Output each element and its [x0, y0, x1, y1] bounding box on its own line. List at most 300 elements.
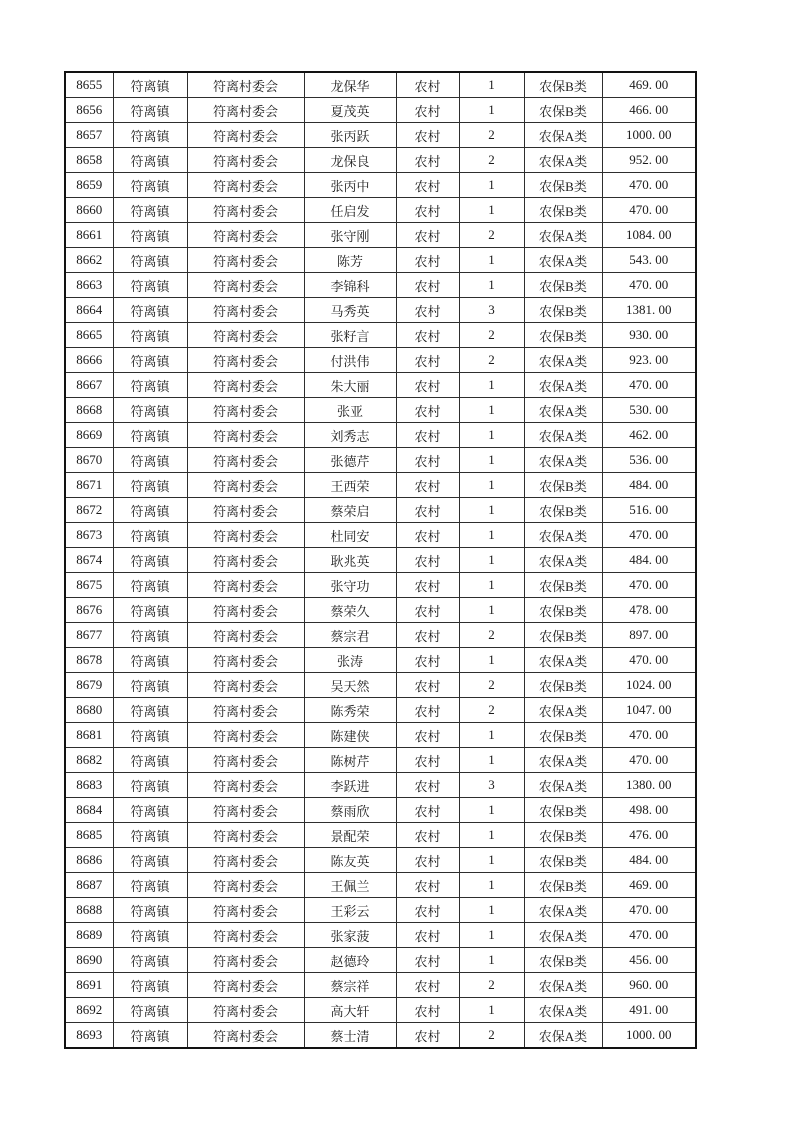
cell-person-name: 蔡荣久: [304, 598, 396, 623]
cell-row-id: 8691: [65, 973, 113, 998]
cell-village: 符离村委会: [187, 398, 304, 423]
table-row: [65, 973, 696, 998]
cell-row-id: 8664: [65, 298, 113, 323]
cell-town: 符离镇: [113, 598, 187, 623]
cell-insurance-category: 农保A类: [524, 648, 602, 673]
cell-amount: 930. 00: [602, 323, 696, 348]
cell-person-name: 任启发: [304, 198, 396, 223]
cell-person-name: 张亚: [304, 398, 396, 423]
cell-person-count: 1: [459, 448, 524, 473]
cell-row-id: 8655: [65, 72, 113, 98]
cell-insurance-category: 农保B类: [524, 798, 602, 823]
cell-amount: 470. 00: [602, 748, 696, 773]
table-row: [65, 448, 696, 473]
cell-person-name: 蔡宗祥: [304, 973, 396, 998]
cell-insurance-category: 农保A类: [524, 448, 602, 473]
cell-residence-type: 农村: [396, 523, 459, 548]
cell-person-name: 蔡士清: [304, 1023, 396, 1049]
cell-residence-type: 农村: [396, 648, 459, 673]
cell-row-id: 8659: [65, 173, 113, 198]
cell-town: 符离镇: [113, 823, 187, 848]
cell-insurance-category: 农保B类: [524, 623, 602, 648]
cell-amount: 1084. 00: [602, 223, 696, 248]
cell-village: 符离村委会: [187, 1023, 304, 1049]
cell-row-id: 8672: [65, 498, 113, 523]
cell-village: 符离村委会: [187, 223, 304, 248]
cell-person-name: 张丙跃: [304, 123, 396, 148]
cell-insurance-category: 农保B类: [524, 598, 602, 623]
cell-town: 符离镇: [113, 148, 187, 173]
cell-person-name: 吴天然: [304, 673, 396, 698]
cell-town: 符离镇: [113, 773, 187, 798]
cell-village: 符离村委会: [187, 798, 304, 823]
cell-residence-type: 农村: [396, 573, 459, 598]
cell-insurance-category: 农保B类: [524, 323, 602, 348]
cell-village: 符离村委会: [187, 248, 304, 273]
table-row: [65, 823, 696, 848]
cell-person-count: 1: [459, 848, 524, 873]
benefits-table: [64, 71, 697, 1049]
cell-person-count: 1: [459, 598, 524, 623]
cell-village: 符离村委会: [187, 123, 304, 148]
cell-person-count: 2: [459, 1023, 524, 1049]
cell-person-count: 1: [459, 423, 524, 448]
cell-insurance-category: 农保B类: [524, 498, 602, 523]
cell-amount: 470. 00: [602, 648, 696, 673]
cell-row-id: 8662: [65, 248, 113, 273]
cell-person-name: 王佩兰: [304, 873, 396, 898]
table-row: [65, 148, 696, 173]
cell-person-count: 2: [459, 673, 524, 698]
table-row: [65, 748, 696, 773]
cell-residence-type: 农村: [396, 273, 459, 298]
cell-insurance-category: 农保B类: [524, 848, 602, 873]
cell-village: 符离村委会: [187, 98, 304, 123]
cell-amount: 470. 00: [602, 523, 696, 548]
cell-residence-type: 农村: [396, 623, 459, 648]
cell-person-name: 张德芹: [304, 448, 396, 473]
table-row: [65, 173, 696, 198]
cell-amount: 960. 00: [602, 973, 696, 998]
cell-insurance-category: 农保A类: [524, 773, 602, 798]
table-row: [65, 623, 696, 648]
table-row: [65, 473, 696, 498]
cell-village: 符离村委会: [187, 198, 304, 223]
table-row: [65, 723, 696, 748]
cell-town: 符离镇: [113, 323, 187, 348]
cell-residence-type: 农村: [396, 548, 459, 573]
cell-row-id: 8674: [65, 548, 113, 573]
cell-amount: 470. 00: [602, 898, 696, 923]
cell-amount: 1381. 00: [602, 298, 696, 323]
cell-insurance-category: 农保A类: [524, 523, 602, 548]
cell-person-name: 景配荣: [304, 823, 396, 848]
table-row: [65, 523, 696, 548]
cell-residence-type: 农村: [396, 173, 459, 198]
cell-amount: 1000. 00: [602, 123, 696, 148]
cell-person-count: 1: [459, 548, 524, 573]
table-row: [65, 773, 696, 798]
cell-insurance-category: 农保A类: [524, 348, 602, 373]
cell-residence-type: 农村: [396, 123, 459, 148]
cell-person-count: 3: [459, 298, 524, 323]
cell-amount: 470. 00: [602, 373, 696, 398]
cell-residence-type: 农村: [396, 873, 459, 898]
cell-row-id: 8679: [65, 673, 113, 698]
table-row: [65, 898, 696, 923]
cell-amount: 1000. 00: [602, 1023, 696, 1049]
cell-amount: 469. 00: [602, 873, 696, 898]
cell-amount: 470. 00: [602, 198, 696, 223]
cell-amount: 498. 00: [602, 798, 696, 823]
cell-town: 符离镇: [113, 998, 187, 1023]
cell-insurance-category: 农保B类: [524, 273, 602, 298]
table-row: [65, 923, 696, 948]
cell-village: 符离村委会: [187, 923, 304, 948]
table-row: [65, 348, 696, 373]
cell-row-id: 8680: [65, 698, 113, 723]
cell-person-name: 张涛: [304, 648, 396, 673]
cell-residence-type: 农村: [396, 248, 459, 273]
table-row: [65, 248, 696, 273]
cell-town: 符离镇: [113, 498, 187, 523]
cell-person-name: 龙保良: [304, 148, 396, 173]
cell-amount: 469. 00: [602, 72, 696, 98]
cell-person-count: 1: [459, 498, 524, 523]
table-row: [65, 373, 696, 398]
cell-row-id: 8660: [65, 198, 113, 223]
cell-town: 符离镇: [113, 923, 187, 948]
cell-town: 符离镇: [113, 198, 187, 223]
table-row: [65, 1023, 696, 1049]
cell-village: 符离村委会: [187, 773, 304, 798]
cell-insurance-category: 农保B类: [524, 873, 602, 898]
cell-residence-type: 农村: [396, 398, 459, 423]
cell-row-id: 8669: [65, 423, 113, 448]
table-row: [65, 573, 696, 598]
cell-residence-type: 农村: [396, 348, 459, 373]
cell-amount: 952. 00: [602, 148, 696, 173]
table-row: [65, 648, 696, 673]
cell-residence-type: 农村: [396, 798, 459, 823]
cell-village: 符离村委会: [187, 148, 304, 173]
cell-town: 符离镇: [113, 573, 187, 598]
cell-insurance-category: 农保B类: [524, 948, 602, 973]
cell-amount: 462. 00: [602, 423, 696, 448]
cell-amount: 1024. 00: [602, 673, 696, 698]
cell-town: 符离镇: [113, 523, 187, 548]
table-row: [65, 423, 696, 448]
cell-residence-type: 农村: [396, 323, 459, 348]
cell-person-name: 张家菠: [304, 923, 396, 948]
cell-person-name: 夏茂英: [304, 98, 396, 123]
cell-village: 符离村委会: [187, 423, 304, 448]
cell-village: 符离村委会: [187, 523, 304, 548]
cell-person-name: 陈友英: [304, 848, 396, 873]
table-row: [65, 673, 696, 698]
cell-person-count: 1: [459, 948, 524, 973]
cell-village: 符离村委会: [187, 623, 304, 648]
cell-row-id: 8663: [65, 273, 113, 298]
cell-town: 符离镇: [113, 748, 187, 773]
cell-insurance-category: 农保A类: [524, 373, 602, 398]
cell-row-id: 8676: [65, 598, 113, 623]
cell-person-count: 1: [459, 473, 524, 498]
cell-person-name: 张丙中: [304, 173, 396, 198]
table-row: [65, 548, 696, 573]
cell-residence-type: 农村: [396, 148, 459, 173]
cell-village: 符离村委会: [187, 473, 304, 498]
table-row: [65, 223, 696, 248]
cell-row-id: 8673: [65, 523, 113, 548]
cell-amount: 516. 00: [602, 498, 696, 523]
cell-town: 符离镇: [113, 648, 187, 673]
cell-person-name: 陈秀荣: [304, 698, 396, 723]
table-row: [65, 698, 696, 723]
cell-person-name: 蔡宗君: [304, 623, 396, 648]
cell-person-count: 1: [459, 923, 524, 948]
cell-village: 符离村委会: [187, 848, 304, 873]
cell-town: 符离镇: [113, 673, 187, 698]
cell-amount: 470. 00: [602, 273, 696, 298]
cell-village: 符离村委会: [187, 973, 304, 998]
cell-person-count: 2: [459, 223, 524, 248]
cell-row-id: 8670: [65, 448, 113, 473]
cell-person-name: 付洪伟: [304, 348, 396, 373]
cell-person-name: 李跃进: [304, 773, 396, 798]
cell-residence-type: 农村: [396, 748, 459, 773]
cell-town: 符离镇: [113, 898, 187, 923]
cell-row-id: 8661: [65, 223, 113, 248]
cell-residence-type: 农村: [396, 423, 459, 448]
cell-village: 符离村委会: [187, 948, 304, 973]
cell-row-id: 8656: [65, 98, 113, 123]
cell-town: 符离镇: [113, 173, 187, 198]
cell-person-name: 高大轩: [304, 998, 396, 1023]
cell-residence-type: 农村: [396, 1023, 459, 1049]
cell-person-count: 1: [459, 798, 524, 823]
cell-person-count: 2: [459, 698, 524, 723]
cell-row-id: 8689: [65, 923, 113, 948]
cell-amount: 470. 00: [602, 573, 696, 598]
cell-person-name: 陈树芹: [304, 748, 396, 773]
cell-amount: 530. 00: [602, 398, 696, 423]
cell-amount: 1380. 00: [602, 773, 696, 798]
cell-row-id: 8671: [65, 473, 113, 498]
table-row: [65, 598, 696, 623]
cell-residence-type: 农村: [396, 698, 459, 723]
cell-row-id: 8677: [65, 623, 113, 648]
cell-insurance-category: 农保B类: [524, 673, 602, 698]
cell-town: 符离镇: [113, 698, 187, 723]
cell-village: 符离村委会: [187, 298, 304, 323]
cell-village: 符离村委会: [187, 598, 304, 623]
cell-insurance-category: 农保A类: [524, 423, 602, 448]
cell-town: 符离镇: [113, 798, 187, 823]
cell-row-id: 8678: [65, 648, 113, 673]
cell-amount: 476. 00: [602, 823, 696, 848]
cell-person-count: 2: [459, 148, 524, 173]
cell-person-count: 1: [459, 648, 524, 673]
cell-town: 符离镇: [113, 448, 187, 473]
cell-town: 符离镇: [113, 298, 187, 323]
cell-amount: 470. 00: [602, 723, 696, 748]
cell-residence-type: 农村: [396, 72, 459, 98]
cell-person-count: 2: [459, 973, 524, 998]
cell-amount: 478. 00: [602, 598, 696, 623]
cell-residence-type: 农村: [396, 923, 459, 948]
cell-person-count: 1: [459, 248, 524, 273]
cell-village: 符离村委会: [187, 698, 304, 723]
table-body: [65, 72, 696, 1048]
cell-village: 符离村委会: [187, 573, 304, 598]
cell-village: 符离村委会: [187, 448, 304, 473]
cell-town: 符离镇: [113, 273, 187, 298]
cell-town: 符离镇: [113, 423, 187, 448]
cell-row-id: 8693: [65, 1023, 113, 1049]
cell-amount: 484. 00: [602, 848, 696, 873]
cell-person-count: 1: [459, 398, 524, 423]
cell-town: 符离镇: [113, 248, 187, 273]
cell-row-id: 8666: [65, 348, 113, 373]
cell-town: 符离镇: [113, 548, 187, 573]
cell-residence-type: 农村: [396, 448, 459, 473]
cell-person-count: 1: [459, 898, 524, 923]
cell-person-count: 2: [459, 123, 524, 148]
cell-town: 符离镇: [113, 373, 187, 398]
cell-person-name: 耿兆英: [304, 548, 396, 573]
cell-insurance-category: 农保A类: [524, 248, 602, 273]
cell-village: 符离村委会: [187, 998, 304, 1023]
cell-residence-type: 农村: [396, 973, 459, 998]
cell-village: 符离村委会: [187, 373, 304, 398]
cell-person-count: 1: [459, 873, 524, 898]
cell-residence-type: 农村: [396, 598, 459, 623]
cell-town: 符离镇: [113, 948, 187, 973]
cell-amount: 543. 00: [602, 248, 696, 273]
table-row: [65, 873, 696, 898]
cell-insurance-category: 农保B类: [524, 823, 602, 848]
cell-person-count: 1: [459, 72, 524, 98]
cell-person-name: 杜同安: [304, 523, 396, 548]
cell-person-count: 1: [459, 748, 524, 773]
cell-insurance-category: 农保A类: [524, 898, 602, 923]
cell-person-name: 张守功: [304, 573, 396, 598]
cell-row-id: 8682: [65, 748, 113, 773]
cell-town: 符离镇: [113, 723, 187, 748]
cell-town: 符离镇: [113, 398, 187, 423]
cell-person-name: 龙保华: [304, 72, 396, 98]
cell-village: 符离村委会: [187, 348, 304, 373]
cell-village: 符离村委会: [187, 548, 304, 573]
cell-residence-type: 农村: [396, 773, 459, 798]
cell-person-count: 1: [459, 173, 524, 198]
cell-insurance-category: 农保A类: [524, 548, 602, 573]
cell-village: 符离村委会: [187, 273, 304, 298]
cell-town: 符离镇: [113, 473, 187, 498]
cell-residence-type: 农村: [396, 948, 459, 973]
cell-row-id: 8665: [65, 323, 113, 348]
cell-insurance-category: 农保B类: [524, 473, 602, 498]
table-row: [65, 72, 696, 98]
cell-residence-type: 农村: [396, 998, 459, 1023]
table-row: [65, 98, 696, 123]
cell-person-count: 1: [459, 573, 524, 598]
cell-insurance-category: 农保A类: [524, 123, 602, 148]
cell-residence-type: 农村: [396, 723, 459, 748]
cell-amount: 484. 00: [602, 548, 696, 573]
cell-insurance-category: 农保B类: [524, 298, 602, 323]
cell-person-name: 王彩云: [304, 898, 396, 923]
cell-residence-type: 农村: [396, 223, 459, 248]
cell-residence-type: 农村: [396, 898, 459, 923]
cell-village: 符离村委会: [187, 723, 304, 748]
cell-person-count: 1: [459, 273, 524, 298]
cell-residence-type: 农村: [396, 673, 459, 698]
cell-person-count: 2: [459, 623, 524, 648]
cell-village: 符离村委会: [187, 323, 304, 348]
cell-person-name: 张籽言: [304, 323, 396, 348]
cell-person-count: 1: [459, 98, 524, 123]
cell-village: 符离村委会: [187, 748, 304, 773]
cell-row-id: 8688: [65, 898, 113, 923]
table-row: [65, 198, 696, 223]
cell-residence-type: 农村: [396, 98, 459, 123]
cell-person-count: 1: [459, 198, 524, 223]
cell-insurance-category: 农保B类: [524, 72, 602, 98]
cell-person-name: 张守刚: [304, 223, 396, 248]
cell-person-count: 2: [459, 323, 524, 348]
cell-village: 符离村委会: [187, 498, 304, 523]
cell-person-name: 蔡雨欣: [304, 798, 396, 823]
cell-row-id: 8684: [65, 798, 113, 823]
cell-insurance-category: 农保A类: [524, 698, 602, 723]
cell-town: 符离镇: [113, 1023, 187, 1049]
cell-row-id: 8690: [65, 948, 113, 973]
cell-village: 符离村委会: [187, 648, 304, 673]
table-row: [65, 798, 696, 823]
cell-person-count: 1: [459, 998, 524, 1023]
cell-person-name: 陈芳: [304, 248, 396, 273]
cell-amount: 484. 00: [602, 473, 696, 498]
cell-person-name: 马秀英: [304, 298, 396, 323]
table-row: [65, 298, 696, 323]
cell-insurance-category: 农保A类: [524, 748, 602, 773]
cell-town: 符离镇: [113, 223, 187, 248]
table-row: [65, 273, 696, 298]
cell-residence-type: 农村: [396, 298, 459, 323]
table-row: [65, 323, 696, 348]
cell-amount: 470. 00: [602, 173, 696, 198]
cell-residence-type: 农村: [396, 823, 459, 848]
cell-person-name: 蔡荣启: [304, 498, 396, 523]
cell-insurance-category: 农保B类: [524, 573, 602, 598]
cell-row-id: 8657: [65, 123, 113, 148]
cell-insurance-category: 农保A类: [524, 998, 602, 1023]
cell-person-count: 3: [459, 773, 524, 798]
cell-amount: 491. 00: [602, 998, 696, 1023]
cell-insurance-category: 农保A类: [524, 1023, 602, 1049]
cell-village: 符离村委会: [187, 173, 304, 198]
cell-person-name: 陈建侠: [304, 723, 396, 748]
cell-row-id: 8685: [65, 823, 113, 848]
cell-row-id: 8675: [65, 573, 113, 598]
cell-row-id: 8686: [65, 848, 113, 873]
cell-amount: 923. 00: [602, 348, 696, 373]
cell-town: 符离镇: [113, 623, 187, 648]
table-row: [65, 498, 696, 523]
cell-person-name: 刘秀志: [304, 423, 396, 448]
